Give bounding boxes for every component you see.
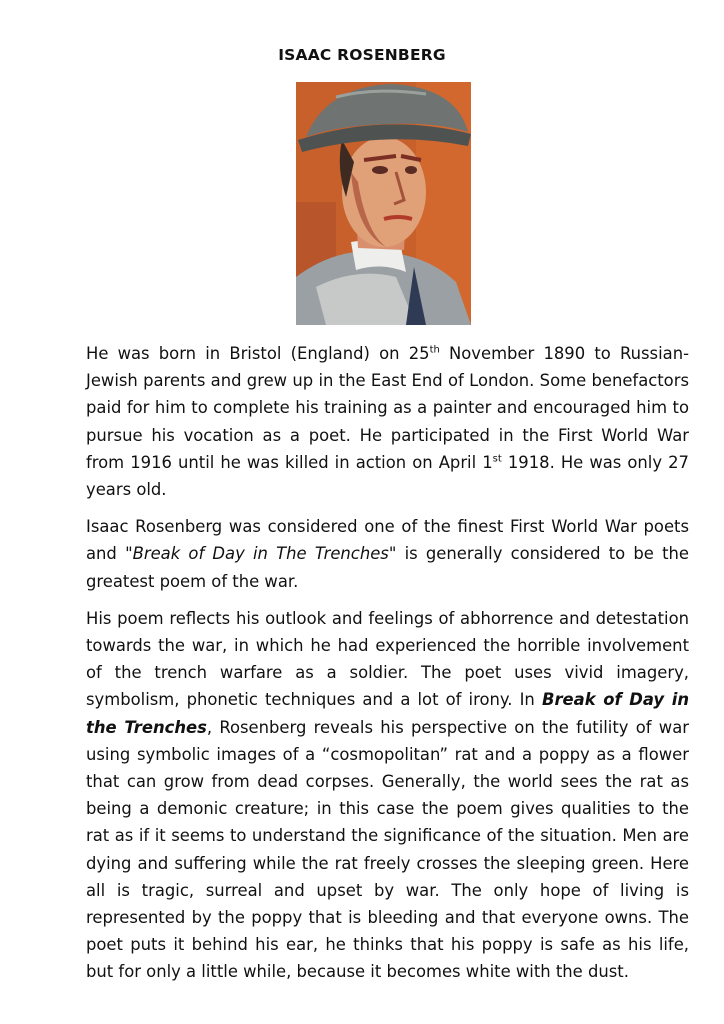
portrait-painting [296,82,471,325]
page-title: ISAAC ROSENBERG [278,46,446,64]
article-body [86,340,689,996]
portrait-image [296,82,471,325]
p1-text-2: November 1890 to Russian-Jewish parents and grew up in the East End of London. Some benefactors paid for him to complete his training as a painter and encouraged him to pursue his vocation as a poet. He participated in the First World War from 1916 until he was killed in action on April 1 [86,344,689,472]
p3-text-2: , Rosenberg reveals his perspective on the futility of war using symbolic images of a “cosmopolitan” rat and a poppy as a flower that can grow from dead corpses. Generally, the world sees the rat as being a demonic creature; in this case the poem gives qualities to the rat as if it seems to understand the significance of the situation. Men are dying and suffering while the rat freely crosses the sleeping green. Here all is tragic, surreal and upset by war. The only hope of living is represented by the poppy that is bleeding and that everyone owns. The poet puts it behind his ear, he thinks that his poppy is safe as his life, but for only a little while, because it becomes white with the dust. [86,717,689,982]
paragraph-birth [86,340,689,503]
paragraph-reputation [86,513,689,595]
p1-superscript-st: st [492,453,502,465]
p2-text-2: " is generally considered to be the greatest poem of the war. [86,544,689,591]
paragraph-analysis [86,605,689,986]
p1-superscript-th: th [429,344,440,356]
p3-poem-title: Break of Day in the Trenches [86,690,689,737]
p2-text-1: Isaac Rosenberg was considered one of the finest First World War poets and [86,517,689,564]
p1-text-1: He was born in Bristol (England) on 25 [86,344,430,363]
p1-text-3: 1918. He was only 27 years old. [86,452,689,500]
p2-poem-title: "Break of Day in The Trenches [125,544,389,564]
p3-text-1: His poem reflects his outlook and feelings of abhorrence and detestation towards the war, in which he had experienced the horrible involvement of the trench warfare as a soldier. The poet uses vivid imagery, symbolism, phonetic techniques and a lot of irony. In [86,608,689,710]
